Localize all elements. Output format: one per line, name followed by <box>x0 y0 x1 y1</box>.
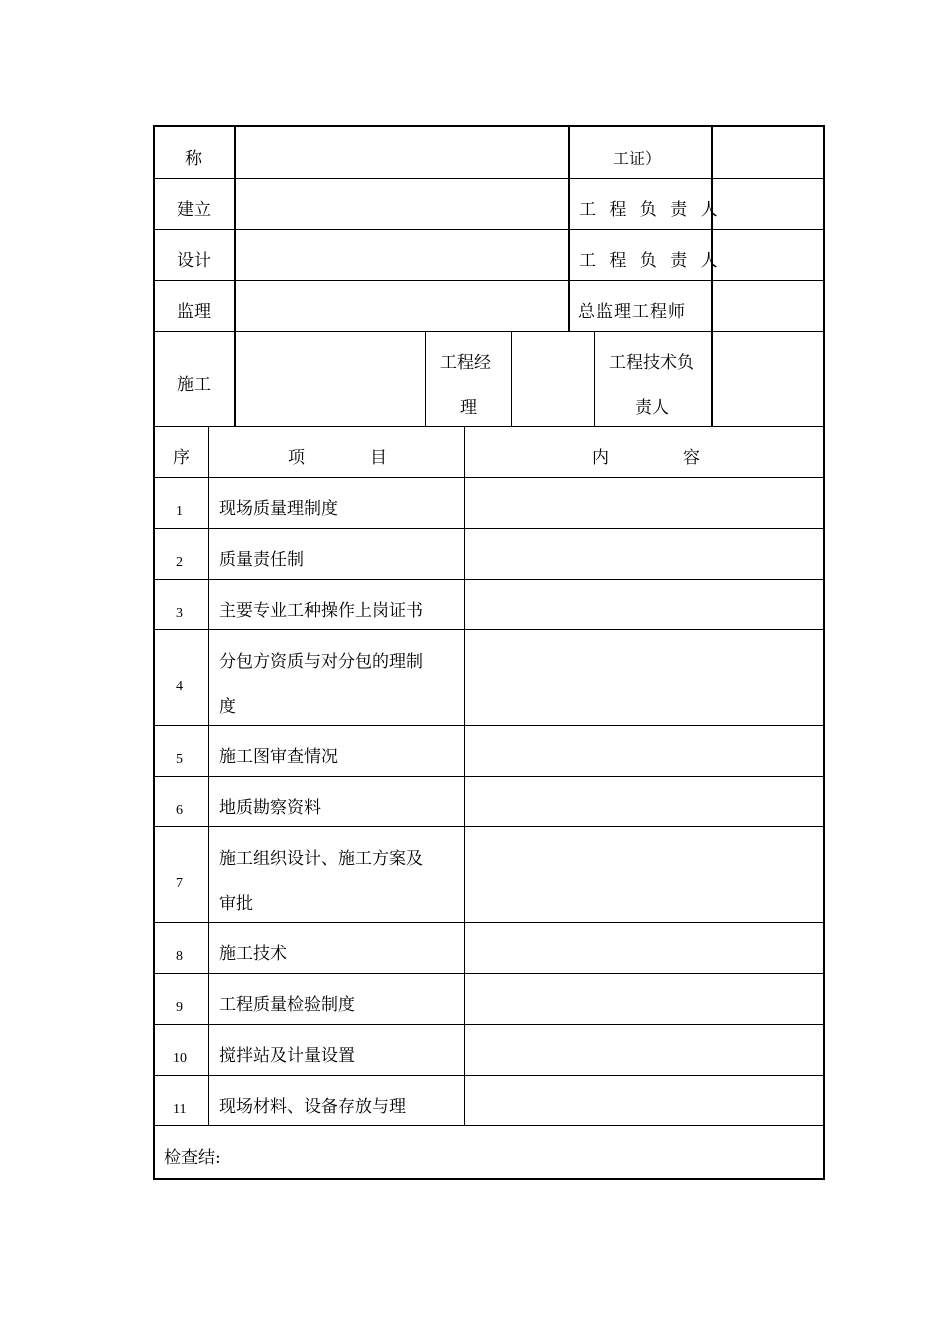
row-number: 1 <box>176 504 183 519</box>
row-divider <box>155 280 825 281</box>
row-divider <box>155 426 825 427</box>
row-item: 施工图审查情况 <box>219 747 338 767</box>
row-item: 搅拌站及计量设置 <box>219 1046 355 1066</box>
column-header-item-b: 目 <box>370 448 387 468</box>
row-item: 施工组织设计、施工方案及 <box>219 849 423 869</box>
row-divider <box>155 477 825 478</box>
row-item: 地质勘察资料 <box>219 798 321 818</box>
supervision-unit-label: 监理 <box>177 302 211 322</box>
col-divider <box>568 127 570 331</box>
col-divider <box>234 127 236 426</box>
inspection-conclusion-label: 检查结: <box>164 1148 221 1168</box>
technical-manager-label-cont: 责人 <box>635 398 669 418</box>
col-divider <box>464 426 465 1125</box>
row-divider <box>155 331 825 332</box>
column-header-content-a: 内 <box>592 448 609 468</box>
row-item: 施工技术 <box>219 944 287 964</box>
row-number: 4 <box>176 679 183 694</box>
row-item: 现场质量理制度 <box>219 499 338 519</box>
row-item: 工程质量检验制度 <box>219 995 355 1015</box>
row-number: 7 <box>176 876 183 891</box>
row-item-cont: 度 <box>219 697 236 717</box>
col-divider <box>511 331 512 426</box>
row-divider <box>155 973 825 974</box>
row-item: 现场材料、设备存放与理 <box>219 1097 406 1117</box>
row-divider <box>155 1075 825 1076</box>
project-manager-label: 工程经 <box>440 353 491 373</box>
row-divider <box>155 1024 825 1025</box>
col-divider <box>425 331 426 426</box>
row-item: 分包方资质与对分包的理制 <box>219 652 423 672</box>
construction-unit-manager-label: 工 程 负 责 人 <box>579 200 722 220</box>
inspection-form <box>153 125 825 1180</box>
row-number: 5 <box>176 752 183 767</box>
col-divider <box>208 426 209 1125</box>
row-number: 3 <box>176 606 183 621</box>
row-item: 主要专业工种操作上岗证书 <box>219 601 423 621</box>
row-number: 2 <box>176 555 183 570</box>
row-divider <box>155 178 825 179</box>
row-item: 质量责任制 <box>219 550 304 570</box>
contractor-label: 施工 <box>177 375 211 395</box>
row-divider <box>155 1125 825 1126</box>
technical-manager-label: 工程技术负 <box>609 353 694 373</box>
column-header-item-a: 项 <box>288 448 305 468</box>
chief-supervisor-label: 总监理工程师 <box>578 302 686 322</box>
row-item-cont: 审批 <box>219 894 253 914</box>
project-manager-label-cont: 理 <box>460 398 477 418</box>
row-number: 11 <box>173 1102 187 1117</box>
row-number: 8 <box>176 949 183 964</box>
project-name-label: 称 <box>185 149 202 169</box>
col-divider <box>711 127 713 426</box>
row-divider <box>155 579 825 580</box>
row-divider <box>155 629 825 630</box>
row-number: 10 <box>173 1051 187 1066</box>
row-divider <box>155 725 825 726</box>
row-number: 6 <box>176 803 183 818</box>
row-divider <box>155 922 825 923</box>
row-divider <box>155 826 825 827</box>
row-divider <box>155 229 825 230</box>
construction-unit-label: 建立 <box>177 200 211 220</box>
row-divider <box>155 528 825 529</box>
row-divider <box>155 776 825 777</box>
design-unit-label: 设计 <box>177 251 211 271</box>
design-unit-manager-label: 工 程 负 责 人 <box>579 251 722 271</box>
col-divider <box>594 331 595 426</box>
column-header-no: 序 <box>173 448 190 468</box>
column-header-content-b: 容 <box>683 448 700 468</box>
row-number: 9 <box>176 1000 183 1015</box>
certificate-label: 工证） <box>613 149 662 168</box>
